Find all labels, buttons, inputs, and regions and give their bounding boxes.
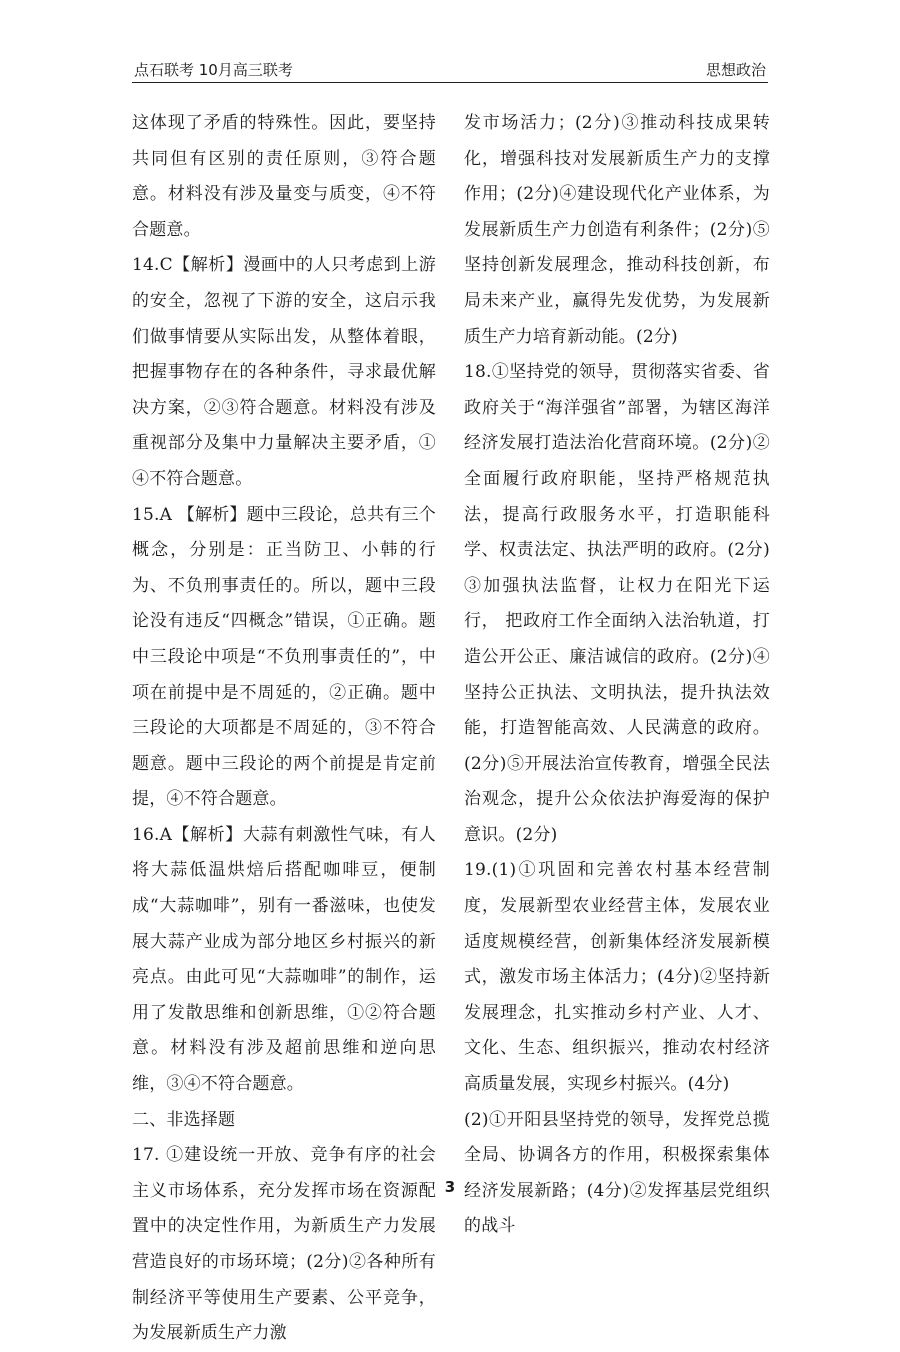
answer-15: 15.A 【解析】题中三段论，总共有三个概念，分别是：正当防卫、小韩的行为、不负刑事责任的。所以，题中三段论没有违反“四概念”错误，①正确。题中三段论中项是“不负刑事责任的”，中项在前提中是不周延的，②正确。题中三段论的大项都是不周延的，③不符合题意。题中三段论的两个前提是肯定前提，④不符合题意。	[132, 504, 436, 810]
right-column	[464, 106, 770, 1245]
left-column	[132, 106, 436, 1352]
exam-title: 点石联考 10月高三联考	[134, 61, 293, 79]
answer-17: 17. ①建设统一开放、竞争有序的社会主义市场体系，充分发挥市场在资源配置中的决定性作用，为新质生产力发展营造良好的市场环境；(2分)②各种所有制经济平等使用生产要素、公平竞争，为发展新质生产力激	[132, 1145, 436, 1344]
answer-17-continued: 发市场活力；(2分)③推动科技成果转化，增强科技对发展新质生产力的支撑作用；(2分)④建设现代化产业体系，为发展新质生产力创造有利条件；(2分)⑤坚持创新发展理念，推动科技创新，布局未来产业，赢得先发优势，为发展新质生产力培育新动能。(2分)	[464, 113, 770, 347]
page-number: 3	[444, 1178, 456, 1196]
section-heading: 二、非选择题	[132, 1109, 236, 1130]
subject-title: 思想政治	[705, 61, 766, 79]
answer-19-part-2: (2)①开阳县坚持党的领导，发挥党总揽全局、协调各方的作用，积极探索集体经济发展新路；(4分)②发挥基层党组织的战斗	[464, 1109, 770, 1237]
paragraph-continuation: 这体现了矛盾的特殊性。因此，要坚持共同但有区别的责任原则，③符合题意。材料没有涉及量变与质变，④不符合题意。	[132, 113, 436, 240]
answer-18: 18.①坚持党的领导，贯彻落实省委、省政府关于“海洋强省”部署，为辖区海洋经济发展打造法治化营商环境。(2分)②全面履行政府职能，坚持严格规范执法，提高行政服务水平，打造职能科学、权责法定、执法严明的政府。(2分)③加强执法监督，让权力在阳光下运行， 把政府工作全面纳入法治轨道，打造公开公正、廉洁诚信的政府。(2分)④坚持公正执法、文明执法，提升执法效能，打造智能高效、人民满意的政府。(2分)⑤开展法治宣传教育，增强全民法治观念，提升公众依法护海爱海的保护意识。(2分)	[464, 362, 770, 845]
answer-16: 16.A【解析】大蒜有刺激性气味，有人将大蒜低温烘焙后搭配咖啡豆，便制成“大蒜咖啡”，别有一番滋味，也使发展大蒜产业成为部分地区乡村振兴的新亮点。由此可见“大蒜咖啡”的制作，运用了发散思维和创新思维，①②符合题意。材料没有涉及超前思维和逆向思维，③④不符合题意。	[132, 824, 436, 1095]
answer-14: 14.C【解析】漫画中的人只考虑到上游的安全，忽视了下游的安全，这启示我们做事情要从实际出发，从整体着眼，把握事物存在的各种条件，寻求最优解决方案，②③符合题意。材料没有涉及重视部分及集中力量解决主要矛盾，①④不符合题意。	[132, 255, 436, 489]
answer-19-part-1: 19.(1)①巩固和完善农村基本经营制度，发展新型农业经营主体，发展农业适度规模经营，创新集体经济发展新模式，激发市场主体活力；(4分)②坚持新发展理念，扎实推动乡村产业、人才、文化、生态、组织振兴，推动农村经济高质量发展，实现乡村振兴。(4分)	[464, 860, 770, 1095]
page-header	[132, 60, 768, 83]
